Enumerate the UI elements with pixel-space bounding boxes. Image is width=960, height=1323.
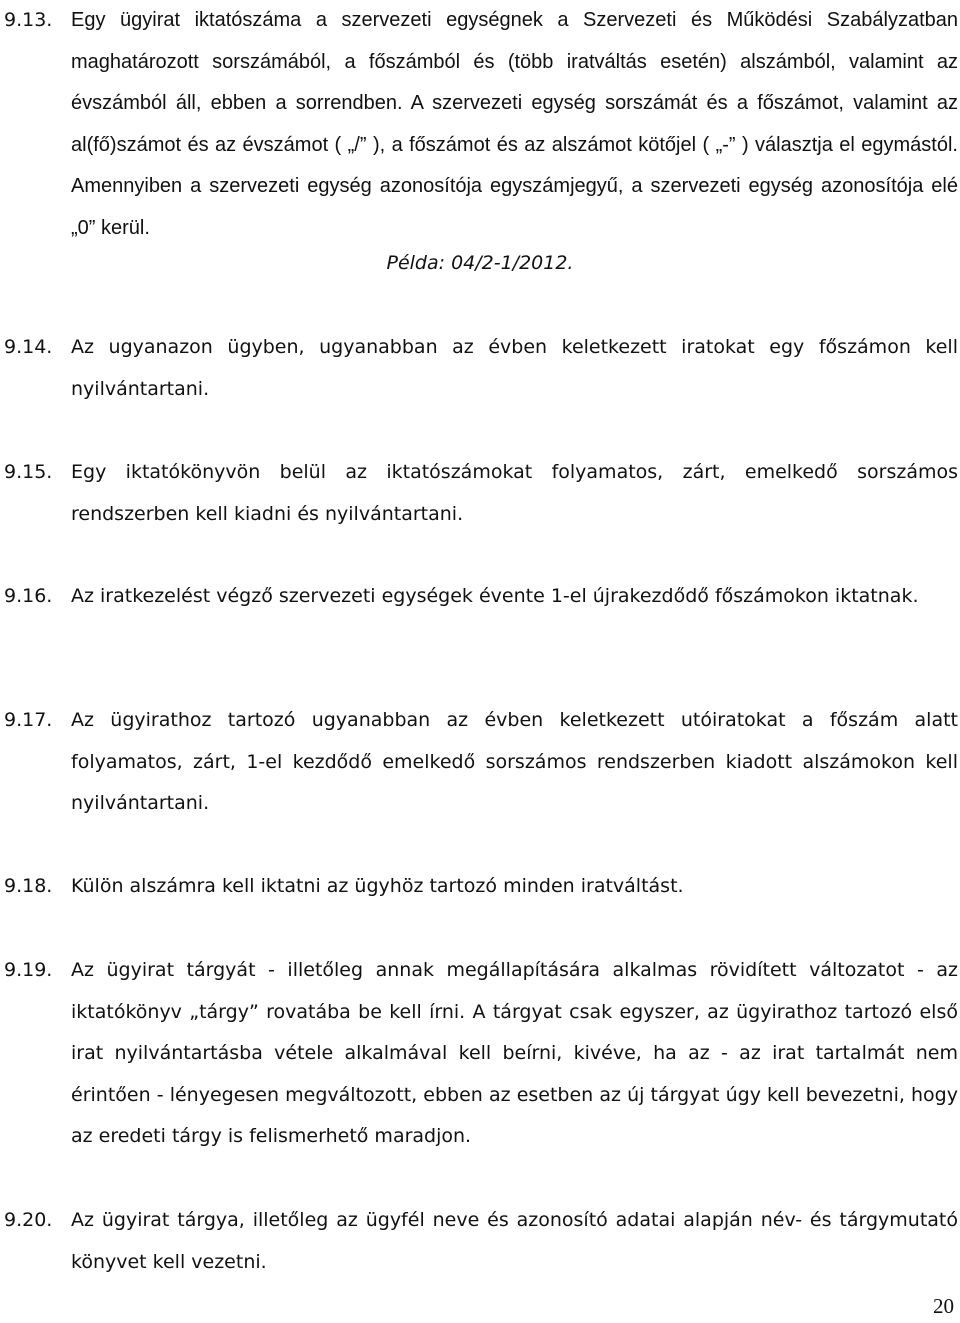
- section-text: Az iratkezelést végző szervezeti egységek évente 1-el újrakezdődő főszámokon iktatnak.: [71, 585, 919, 607]
- section-number: 9.14.: [4, 336, 53, 358]
- section-number: 9.13.: [4, 9, 53, 31]
- section-text-part-a: Egy ügyirat iktatószáma a szervezeti egységnek a Szervezeti és Működési Szabályzatban maghatározott sorszámából, a főszámból és (több iratváltás esetén) alszámból, valamint az évszámból áll, ebben a sorrendben. A szervezeti egység sorszámát és a főszámot, valamint az al(fő)számot és az évszámot ( „/” ), a főszámot és az alszámot kötőjel ( „-” ) választja el egymástól.: [71, 9, 958, 156]
- section-text: Az ugyanazon ügyben, ugyanabban az évben keletkezett iratokat egy főszámon kell nyilvántartani.: [71, 336, 958, 400]
- section-text-part-b: Amennyiben a szervezeti egység azonosítója egyszámjegyű, a szervezeti egység azonosítója elé „0” kerül.: [71, 175, 958, 239]
- section-number: 9.18.: [4, 875, 53, 897]
- section-number: 9.16.: [4, 585, 53, 607]
- section-number: 9.20.: [4, 1209, 53, 1231]
- section-text: Az ügyirat tárgya, illetőleg az ügyfél neve és azonosító adatai alapján név- és tárgymutató könyvet kell vezetni.: [71, 1209, 958, 1273]
- section-text: [71, 0, 958, 249]
- section-number: 9.19.: [4, 959, 53, 981]
- section-text: Egy iktatókönyvön belül az iktatószámokat folyamatos, zárt, emelkedő sorszámos rendszerben kell kiadni és nyilvántartani.: [71, 461, 958, 525]
- section-text: Az ügyirat tárgyát - illetőleg annak megállapítására alkalmas rövidített változatot - az iktatókönyv „tárgy” rovatába be kell írni. A tárgyat csak egyszer, az ügyirathoz tartozó első irat nyilvántartásba vétele alkalmával kell beírni, kivéve, ha az - az irat tartalmát nem érintően - lényegesen megváltozott, ebben az esetben az új tárgyat úgy kell bevezetni, hogy az eredeti tárgy is felismerhető maradjon.: [71, 959, 958, 1147]
- example-line: Példa: 04/2-1/2012.: [386, 252, 574, 274]
- section-number: 9.15.: [4, 461, 53, 483]
- page-number: 20: [933, 1294, 954, 1318]
- section-number: 9.17.: [4, 709, 53, 731]
- section-text: Az ügyirathoz tartozó ugyanabban az évben keletkezett utóiratokat a főszám alatt folyamatos, zárt, 1-el kezdődő emelkedő sorszámos rendszerben kiadott alszámokon kell nyilvántartani.: [71, 709, 958, 814]
- section-text: Külön alszámra kell iktatni az ügyhöz tartozó minden iratváltást.: [71, 875, 684, 897]
